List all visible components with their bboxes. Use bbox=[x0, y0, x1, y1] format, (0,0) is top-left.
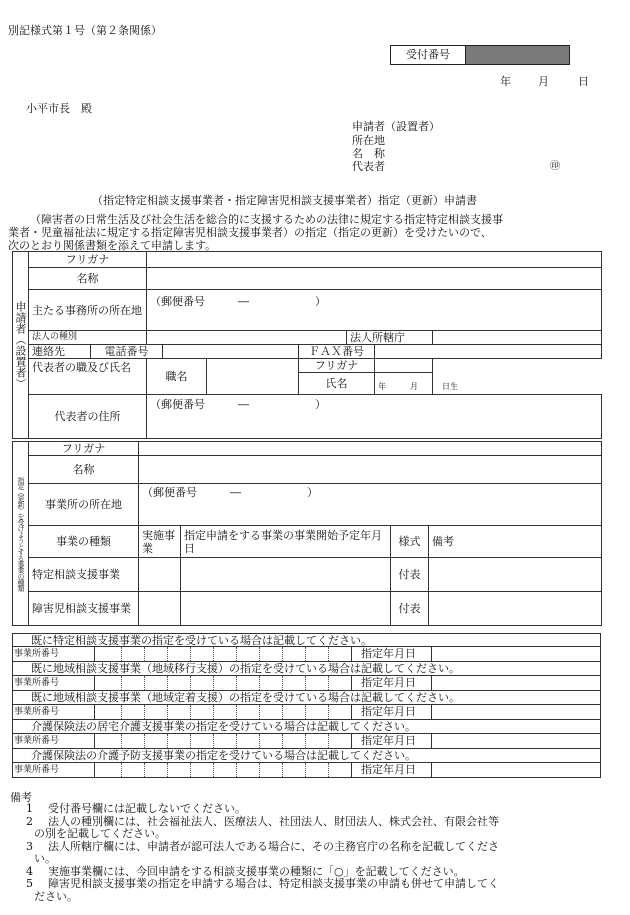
office-name-label: 名称 bbox=[29, 456, 139, 484]
position-label: 職名 bbox=[147, 359, 207, 395]
existing-heading-4: 介護保険法の居宅介護支援事業の指定を受けている場合は記載してください。 bbox=[12, 720, 601, 734]
applicant-name-cell-label: 名称 bbox=[29, 268, 147, 290]
office-number-label: 事業所番号 bbox=[14, 678, 60, 688]
office-number-digit[interactable] bbox=[236, 734, 237, 748]
rep-address-label: 代表者の住所 bbox=[29, 395, 147, 439]
office-number-digit[interactable] bbox=[305, 676, 306, 690]
office-furigana-field[interactable] bbox=[139, 442, 602, 456]
intro-line-3: 次のとおり関係書類を添えて申請します。 bbox=[8, 239, 217, 252]
note-line: の別を記載してください。 bbox=[34, 827, 166, 840]
office-number-digit[interactable] bbox=[282, 763, 283, 777]
rep-title-name-label: 代表者の職及び氏名 bbox=[29, 359, 147, 395]
note-line: ださい。 bbox=[34, 889, 78, 903]
specific-support-label: 特定相談支援事業 bbox=[29, 558, 139, 592]
rep-address-postal: （郵便番号 ― ） bbox=[150, 398, 327, 411]
designation-date-label: 指定年月日 bbox=[361, 763, 416, 776]
receipt-box bbox=[390, 45, 570, 65]
position-field[interactable] bbox=[207, 359, 299, 395]
corp-type-label: 法人の種別 bbox=[29, 331, 147, 345]
date-day: 日 bbox=[578, 75, 589, 88]
office-number-digit[interactable] bbox=[282, 734, 283, 748]
existing-heading-1: 既に特定相談支援事業の指定を受けている場合は記載してください。 bbox=[12, 633, 601, 647]
applicant-title: 申請者（設置者） bbox=[352, 120, 440, 133]
notes-list bbox=[10, 803, 499, 903]
office-number-digit[interactable] bbox=[328, 763, 329, 777]
note-number: 1 bbox=[26, 802, 33, 815]
office-number-digit[interactable] bbox=[213, 734, 214, 748]
receipt-label: 受付番号 bbox=[391, 46, 466, 64]
note-line: 法人所轄庁欄には、申請者が認可法人である場合に、その主務官庁の名称を記載してくださ bbox=[48, 839, 499, 853]
office-number-digit[interactable] bbox=[190, 647, 191, 661]
main-office-field[interactable] bbox=[147, 290, 602, 331]
note-number: 2 bbox=[26, 814, 33, 828]
office-number-digit[interactable] bbox=[305, 763, 306, 777]
existing-heading-2: 既に地域相談支援事業（地域移行支援）の指定を受けている場合は記載してください。 bbox=[12, 662, 601, 676]
office-number-label: 事業所番号 bbox=[14, 707, 60, 717]
office-number-digit[interactable] bbox=[305, 705, 306, 719]
note-item-2 bbox=[10, 816, 499, 841]
birth-day: 日生 bbox=[442, 382, 459, 391]
office-number-digit[interactable] bbox=[213, 763, 214, 777]
phone-label: 電話番号 bbox=[91, 345, 163, 359]
rep-name-label: 氏名 bbox=[299, 373, 375, 395]
office-number-digit[interactable] bbox=[121, 763, 122, 777]
applicant-table bbox=[12, 251, 602, 439]
office-number-digit[interactable] bbox=[259, 705, 260, 719]
office-number-digit[interactable] bbox=[236, 705, 237, 719]
office-number-digit[interactable] bbox=[121, 705, 122, 719]
office-address-label: 事業所の所在地 bbox=[29, 484, 139, 526]
existing-row-2 bbox=[12, 676, 601, 691]
date-month: 月 bbox=[538, 75, 549, 88]
seal-mark: ㊞ bbox=[550, 161, 560, 172]
note-item-5 bbox=[10, 878, 499, 903]
office-number-digit[interactable] bbox=[121, 734, 122, 748]
existing-row-1 bbox=[12, 647, 601, 662]
office-number-digit[interactable] bbox=[167, 734, 168, 748]
office-number-digit[interactable] bbox=[259, 734, 260, 748]
notes-title: 備考 bbox=[10, 791, 32, 804]
style-label: 様式 bbox=[391, 526, 429, 558]
office-number-digit[interactable] bbox=[305, 734, 306, 748]
date-year: 年 bbox=[500, 75, 511, 88]
office-number-label: 事業所番号 bbox=[14, 649, 60, 659]
rep-address-field[interactable] bbox=[147, 395, 602, 439]
office-number-digit[interactable] bbox=[190, 705, 191, 719]
existing-row-4 bbox=[12, 734, 601, 749]
office-number-digit[interactable] bbox=[144, 763, 145, 777]
existing-row-5 bbox=[12, 763, 601, 778]
remarks-label: 備考 bbox=[429, 526, 602, 558]
office-number-digit[interactable] bbox=[167, 676, 168, 690]
office-number-digit[interactable] bbox=[328, 647, 329, 661]
office-number-digit[interactable] bbox=[144, 734, 145, 748]
main-office-label: 主たる事務所の所在地 bbox=[29, 290, 147, 331]
office-number-digit[interactable] bbox=[190, 763, 191, 777]
office-number-digit[interactable] bbox=[121, 647, 122, 661]
rep-furigana-field[interactable] bbox=[375, 359, 433, 373]
note-line: い。 bbox=[34, 852, 56, 865]
office-number-digit[interactable] bbox=[236, 676, 237, 690]
office-number-digit[interactable] bbox=[144, 705, 145, 719]
phone-field[interactable] bbox=[163, 345, 299, 359]
office-number-digit[interactable] bbox=[282, 676, 283, 690]
specific-start-date-field[interactable] bbox=[181, 558, 391, 592]
applicant-side-label: 申請者（設置者） bbox=[13, 252, 29, 439]
office-number-digit[interactable] bbox=[213, 676, 214, 690]
office-number-digit[interactable] bbox=[328, 734, 329, 748]
designation-date-label: 指定年月日 bbox=[361, 705, 416, 718]
office-number-digit[interactable] bbox=[167, 647, 168, 661]
office-number-digit[interactable] bbox=[282, 647, 283, 661]
child-remarks-field[interactable] bbox=[429, 592, 602, 626]
designation-date-label: 指定年月日 bbox=[361, 734, 416, 747]
existing-row-3 bbox=[12, 705, 601, 720]
office-number-digit[interactable] bbox=[328, 676, 329, 690]
existing-section bbox=[12, 633, 601, 778]
designation-date-label: 指定年月日 bbox=[361, 647, 416, 660]
fax-label: ＦＡＸ番号 bbox=[299, 345, 375, 359]
corp-authority-label: 法人所轄庁 bbox=[347, 331, 433, 345]
office-address-field[interactable] bbox=[139, 484, 602, 526]
note-item-3 bbox=[10, 841, 499, 866]
note-number: 5 bbox=[26, 877, 33, 890]
applicant-address-label: 所在地 bbox=[352, 134, 385, 147]
office-side-label: 指定（更新）を受けようとする事業の種類 bbox=[13, 442, 29, 626]
start-date-label: 指定申請をする事業の事業開始予定年月日 bbox=[181, 526, 391, 558]
corp-authority-field[interactable] bbox=[433, 331, 602, 345]
contact-label: 連絡先 bbox=[29, 345, 91, 359]
note-line: 実施事業欄には、今回申請をする相談支援事業の種類に「○」を記載してください。 bbox=[48, 864, 465, 878]
applicant-rep-label: 代表者 bbox=[352, 160, 385, 173]
office-number-digit[interactable] bbox=[121, 676, 122, 690]
office-address-postal: （郵便番号 ― ） bbox=[142, 486, 318, 499]
rep-birthdate-field[interactable] bbox=[375, 373, 459, 395]
designation-date-field[interactable] bbox=[432, 763, 600, 777]
office-number-digit[interactable] bbox=[328, 705, 329, 719]
office-number-digit[interactable] bbox=[259, 763, 260, 777]
business-type-label: 事業の種類 bbox=[29, 526, 139, 558]
applicant-name-field[interactable] bbox=[147, 268, 602, 290]
office-number-digit[interactable] bbox=[282, 705, 283, 719]
child-attach-label: 付表 bbox=[391, 592, 429, 626]
office-number-digit[interactable] bbox=[213, 647, 214, 661]
office-number-digit[interactable] bbox=[213, 705, 214, 719]
designation-date-field[interactable] bbox=[432, 647, 600, 661]
office-number-digit[interactable] bbox=[236, 763, 237, 777]
note-line: 障害児相談支援事業の指定を申請する場合は、特定相談支援事業の申請も併せて申請してく bbox=[48, 877, 499, 890]
designation-date-field[interactable] bbox=[432, 676, 600, 690]
specific-attach-label: 付表 bbox=[391, 558, 429, 592]
note-number: 3 bbox=[26, 839, 33, 853]
office-number-digit[interactable] bbox=[190, 676, 191, 690]
designation-date-label: 指定年月日 bbox=[361, 676, 416, 689]
designation-date-field[interactable] bbox=[432, 705, 600, 719]
office-table bbox=[12, 441, 602, 626]
office-number-label: 事業所番号 bbox=[14, 736, 60, 746]
office-number-digit[interactable] bbox=[259, 676, 260, 690]
child-support-label: 障害児相談支援事業 bbox=[29, 592, 139, 626]
note-line: 法人の種別欄には、社会福祉法人、医療法人、社団法人、財団法人、株式会社、有限会社等 bbox=[48, 814, 499, 828]
office-number-digit[interactable] bbox=[167, 763, 168, 777]
applicant-name-label: 名 称 bbox=[352, 147, 385, 160]
birth-month: 月 bbox=[410, 382, 419, 391]
office-number-digit[interactable] bbox=[144, 676, 145, 690]
note-number: 4 bbox=[26, 864, 33, 878]
office-number-digit[interactable] bbox=[236, 647, 237, 661]
rep-furigana-label: フリガナ bbox=[299, 359, 375, 373]
office-number-digit[interactable] bbox=[167, 705, 168, 719]
implement-label: 実施事業 bbox=[139, 526, 181, 558]
main-office-postal: （郵便番号 ― ） bbox=[150, 295, 327, 308]
office-number-digit[interactable] bbox=[259, 647, 260, 661]
specific-implement-field[interactable] bbox=[139, 558, 181, 592]
specific-remarks-field[interactable] bbox=[429, 558, 602, 592]
office-number-digit[interactable] bbox=[190, 734, 191, 748]
child-start-date-field[interactable] bbox=[181, 592, 391, 626]
child-implement-field[interactable] bbox=[139, 592, 181, 626]
intro-line-2: 業者・児童福祉法に規定する指定障害児相談支援事業者）の指定（指定の更新）を受けたいので、 bbox=[8, 226, 492, 239]
note-item-1 bbox=[10, 803, 499, 816]
document-title: （指定特定相談支援事業者・指定障害児相談支援事業者）指定（更新）申請書 bbox=[92, 194, 477, 207]
applicant-furigana-field[interactable] bbox=[147, 252, 602, 268]
office-number-digit[interactable] bbox=[144, 647, 145, 661]
birth-year: 年 bbox=[378, 382, 387, 391]
addressee: 小平市長 殿 bbox=[26, 102, 92, 115]
existing-heading-3: 既に地域相談支援事業（地域定着支援）の指定を受けている場合は記載してください。 bbox=[12, 691, 601, 705]
intro-line-1: （障害者の日常生活及び社会生活を総合的に支援するための法律に規定する指定特定相談支援事 bbox=[30, 213, 503, 226]
office-number-label: 事業所番号 bbox=[14, 765, 60, 775]
office-number-digit[interactable] bbox=[305, 647, 306, 661]
form-number: 別記様式第１号（第２条関係） bbox=[8, 24, 162, 37]
office-name-field[interactable] bbox=[139, 456, 602, 484]
receipt-number-field[interactable] bbox=[466, 46, 569, 64]
designation-date-field[interactable] bbox=[432, 734, 600, 748]
fax-field[interactable] bbox=[375, 345, 602, 359]
existing-heading-5: 介護保険法の介護予防支援事業の指定を受けている場合は記載してください。 bbox=[12, 749, 601, 763]
applicant-furigana-label: フリガナ bbox=[29, 252, 147, 268]
note-line: 受付番号欄には記載しないでください。 bbox=[48, 802, 246, 815]
corp-type-field[interactable] bbox=[147, 331, 347, 345]
office-furigana-label: フリガナ bbox=[29, 442, 139, 456]
